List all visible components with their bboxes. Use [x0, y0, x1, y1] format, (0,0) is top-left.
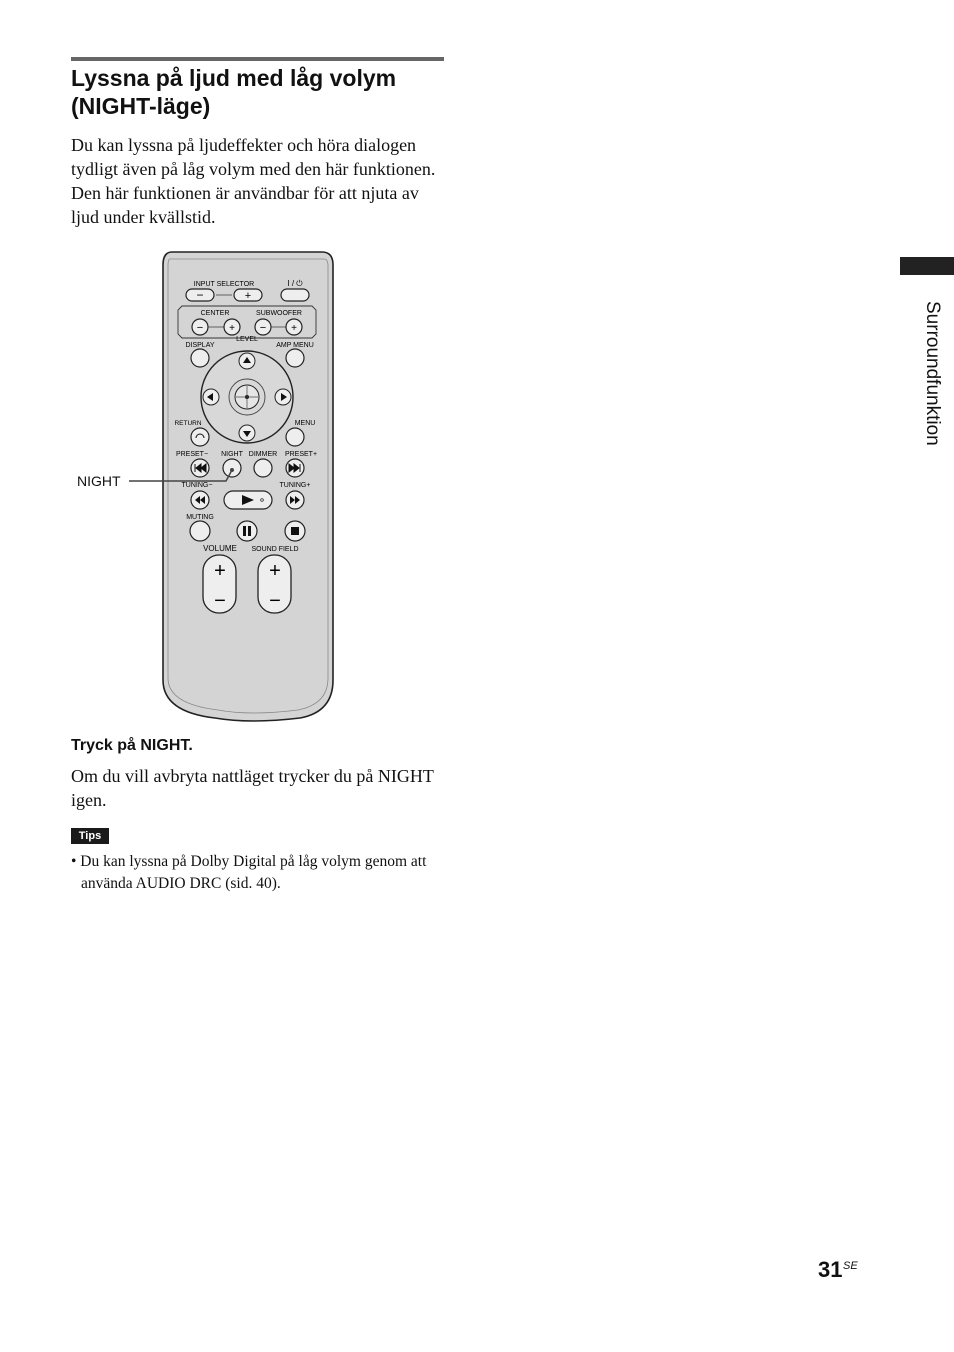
side-tab-label: Surroundfunktion [922, 301, 943, 446]
center-label: CENTER [200, 310, 230, 317]
tips-badge: Tips [71, 828, 109, 844]
subwoofer-label: SUBWOOFER [256, 310, 302, 317]
night-label: NIGHT [221, 451, 243, 458]
menu-button [286, 428, 304, 446]
svg-text:−: − [196, 288, 204, 302]
power-label: I / ⏻ [287, 279, 303, 288]
section-title: Lyssna på ljud med låg volym (NIGHT-läge) [71, 65, 397, 119]
display-label: DISPLAY [185, 342, 215, 349]
preset-plus-label: PRESET+ [284, 451, 318, 458]
muting-label: MUTING [186, 514, 214, 521]
preset-minus-label: PRESET− [175, 451, 209, 458]
stop-icon [291, 527, 299, 535]
svg-text:+: + [291, 323, 297, 334]
step-heading: Tryck på NIGHT. [71, 737, 193, 754]
pause-icon [243, 526, 246, 536]
svg-text:−: − [259, 322, 267, 334]
return-button [191, 428, 209, 446]
sound-field-label: SOUND FIELD [251, 546, 299, 553]
heading-rule [71, 57, 444, 61]
amp-menu-label: AMP MENU [276, 342, 314, 349]
svg-text:+: + [269, 560, 281, 582]
step-body: Om du vill avbryta nattläget trycker du på NIGHT igen. [71, 766, 434, 810]
page-suffix: SE [843, 1260, 858, 1272]
svg-text:+: + [244, 290, 252, 302]
tuning-plus-label: TUNING+ [279, 482, 311, 489]
svg-text:+: + [214, 560, 226, 582]
level-label: LEVEL [236, 336, 258, 343]
tips-item: • Du kan lyssna på Dolby Digital på låg volym genom att använda AUDIO DRC (sid. 40). [71, 853, 427, 892]
display-button [191, 349, 209, 367]
svg-text:−: − [214, 590, 226, 612]
side-tab-marker [900, 257, 954, 275]
night-callout-label: NIGHT [77, 473, 121, 489]
svg-text:+: + [229, 323, 235, 334]
volume-label: VOLUME [203, 544, 237, 553]
tuning-minus-label: TUNING− [181, 482, 213, 489]
page-number: 31 [818, 1257, 843, 1282]
power-button [281, 289, 309, 301]
amp-menu-button [286, 349, 304, 367]
dimmer-label: DIMMER [248, 451, 278, 458]
muting-button [190, 521, 210, 541]
dimmer-button [254, 459, 272, 477]
return-label: RETURN [174, 420, 202, 427]
intro-paragraph: Du kan lyssna på ljudeffekter och höra dialogen tydligt även på låg volym med den här funktionen. Den här funktionen är användbar för att njuta av ljud under kvällstid. [71, 135, 436, 227]
input-selector-label: INPUT SELECTOR [193, 281, 255, 288]
pause-button [237, 521, 257, 541]
svg-text:−: − [269, 590, 281, 612]
menu-label: MENU [294, 420, 316, 427]
remote-control-illustration [60, 240, 360, 730]
svg-text:−: − [196, 322, 204, 334]
